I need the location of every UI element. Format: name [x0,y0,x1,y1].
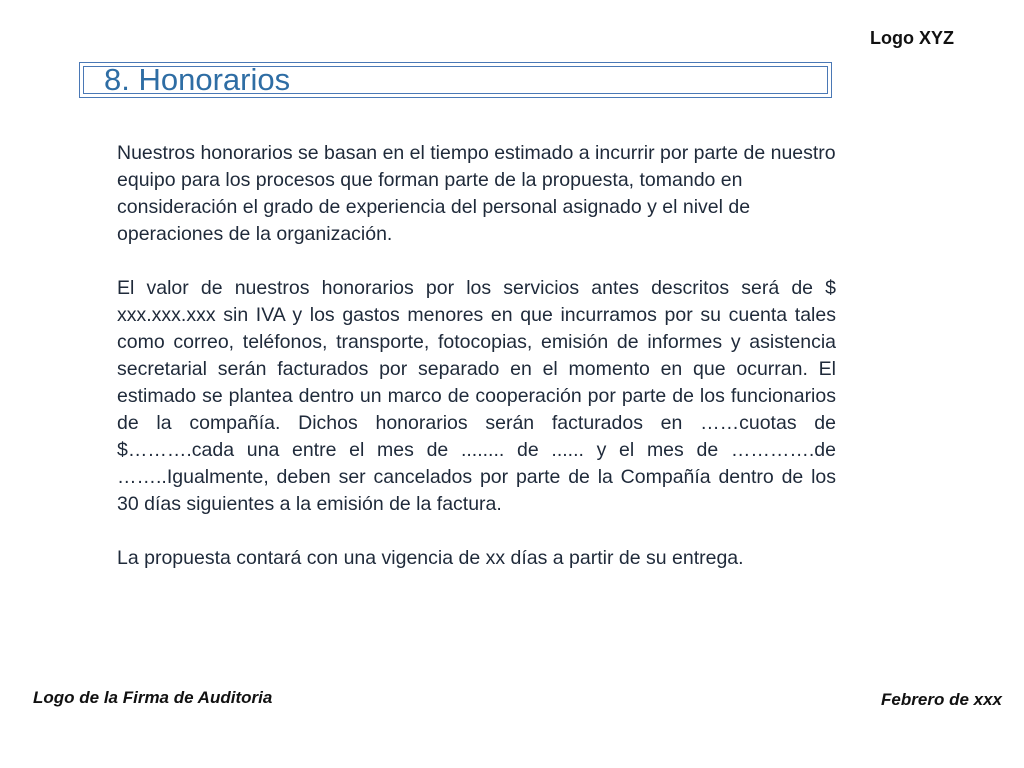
footer-audit-firm-logo: Logo de la Firma de Auditoria [33,688,273,707]
company-logo-text: Logo XYZ [870,28,954,48]
body-content [117,140,836,572]
paragraph-fees-basis: Nuestros honorarios se basan en el tiempo estimado a incurrir por parte de nuestro equipo para los procesos que forman parte de la propuesta, tomando en consideración el grado de experiencia del personal asignado y el nivel de operaciones de la organización. [117,142,836,245]
footer-date: Febrero de xxx [881,690,1002,709]
section-title-frame [79,62,832,98]
paragraph-fees-value: El valor de nuestros honorarios por los servicios antes descritos será de $ xxx.xxx.xxx sin IVA y los gastos menores en que incurramos por su cuenta tales como correo, teléfonos, transporte, fotocopias, emisión de informes y asistencia secretarial serán facturados por separado en el momento en que ocurran. El estimado se plantea dentro un marco de cooperación por parte de los funcionarios de la compañía. Dichos honorarios serán facturados en ……cuotas de $……….cada una entre el mes de ........ de ...... y el mes de ………….de ……..Igualmente, deben ser cancelados por parte de la Compañía dentro de los 30 días siguientes a la emisión de la factura. [117,277,836,515]
section-title: 8. Honorarios [104,62,291,97]
paragraph-validity: La propuesta contará con una vigencia de xx días a partir de su entrega. [117,547,744,569]
